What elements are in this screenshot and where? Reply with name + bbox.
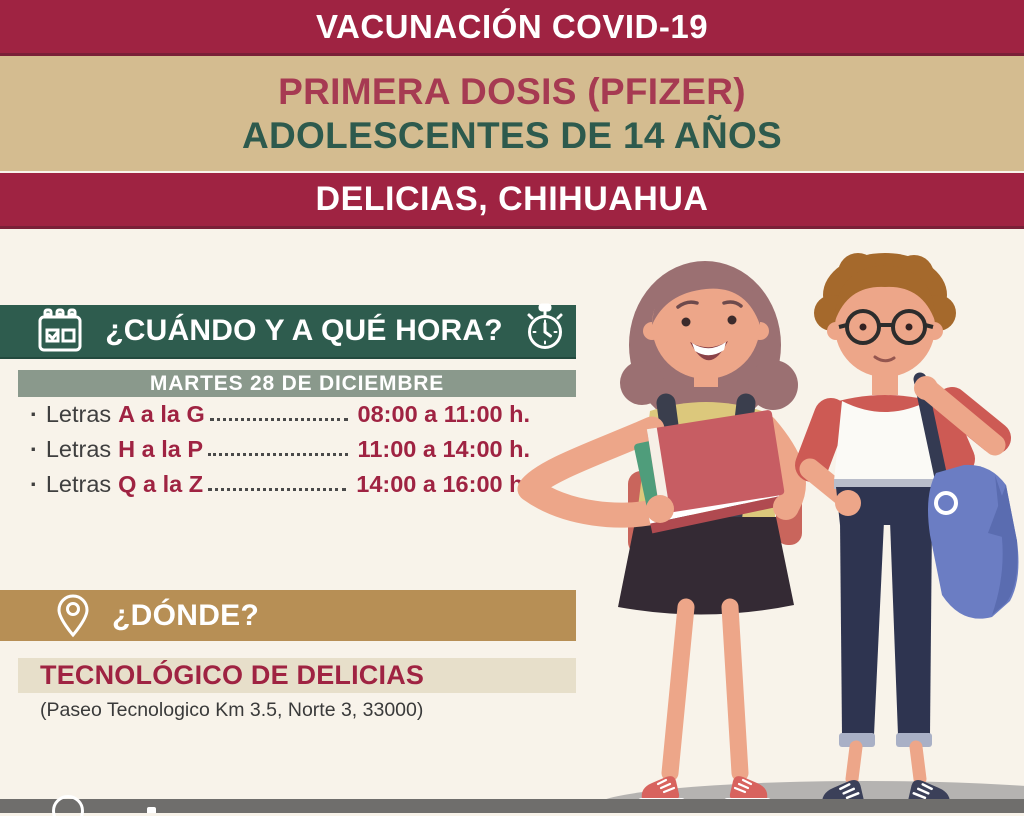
poster-body — [0, 229, 1024, 813]
dotted-leader — [210, 418, 348, 421]
schedule-list — [30, 399, 530, 499]
dose-line: PRIMERA DOSIS (PFIZER) — [278, 70, 746, 112]
row-prefix: Letras — [45, 471, 112, 497]
audience-line: ADOLESCENTES DE 14 AÑOS — [241, 114, 783, 156]
row-prefix: Letras — [45, 401, 112, 427]
partial-glyph — [147, 807, 156, 813]
row-bullet: · — [30, 436, 38, 462]
student-boy — [810, 253, 1018, 811]
students-illustration — [490, 233, 1024, 813]
schedule-row — [30, 399, 530, 429]
row-bullet: · — [30, 471, 38, 497]
dotted-leader — [208, 453, 347, 456]
poster-title: VACUNACIÓN COVID-19 — [315, 7, 709, 45]
city-banner — [0, 173, 1024, 229]
venue-address: (Paseo Tecnologico Km 3.5, Norte 3, 33000) — [40, 699, 424, 721]
next-section-strip — [0, 799, 1024, 813]
student-girl — [530, 261, 802, 804]
row-bullet: · — [30, 401, 38, 427]
location-pin-icon — [56, 594, 90, 638]
title-banner — [0, 0, 1024, 56]
when-heading: ¿CUÁNDO Y A QUÉ HORA? — [105, 314, 503, 347]
calendar-icon — [36, 308, 84, 354]
row-letters: Q a la Z — [118, 471, 204, 497]
row-prefix: Letras — [45, 436, 112, 462]
city-name: DELICIAS, CHIHUAHUA — [315, 180, 709, 218]
schedule-row — [30, 434, 530, 464]
subtitle-banner — [0, 56, 1024, 171]
partial-circle-icon — [52, 795, 84, 816]
date-text: MARTES 28 DE DICIEMBRE — [149, 371, 445, 395]
row-letters: A a la G — [118, 401, 205, 427]
schedule-row — [30, 469, 530, 499]
dotted-leader — [208, 488, 346, 491]
row-time: 14:00 a 16:00 h. — [356, 471, 530, 497]
poster-header — [0, 0, 1024, 229]
row-time: 11:00 a 14:00 h. — [357, 436, 530, 462]
row-time: 08:00 a 11:00 h. — [357, 401, 530, 427]
row-letters: H a la P — [118, 436, 204, 462]
venue-name: TECNOLÓGICO DE DELICIAS — [40, 660, 425, 690]
where-heading: ¿DÓNDE? — [112, 598, 260, 632]
